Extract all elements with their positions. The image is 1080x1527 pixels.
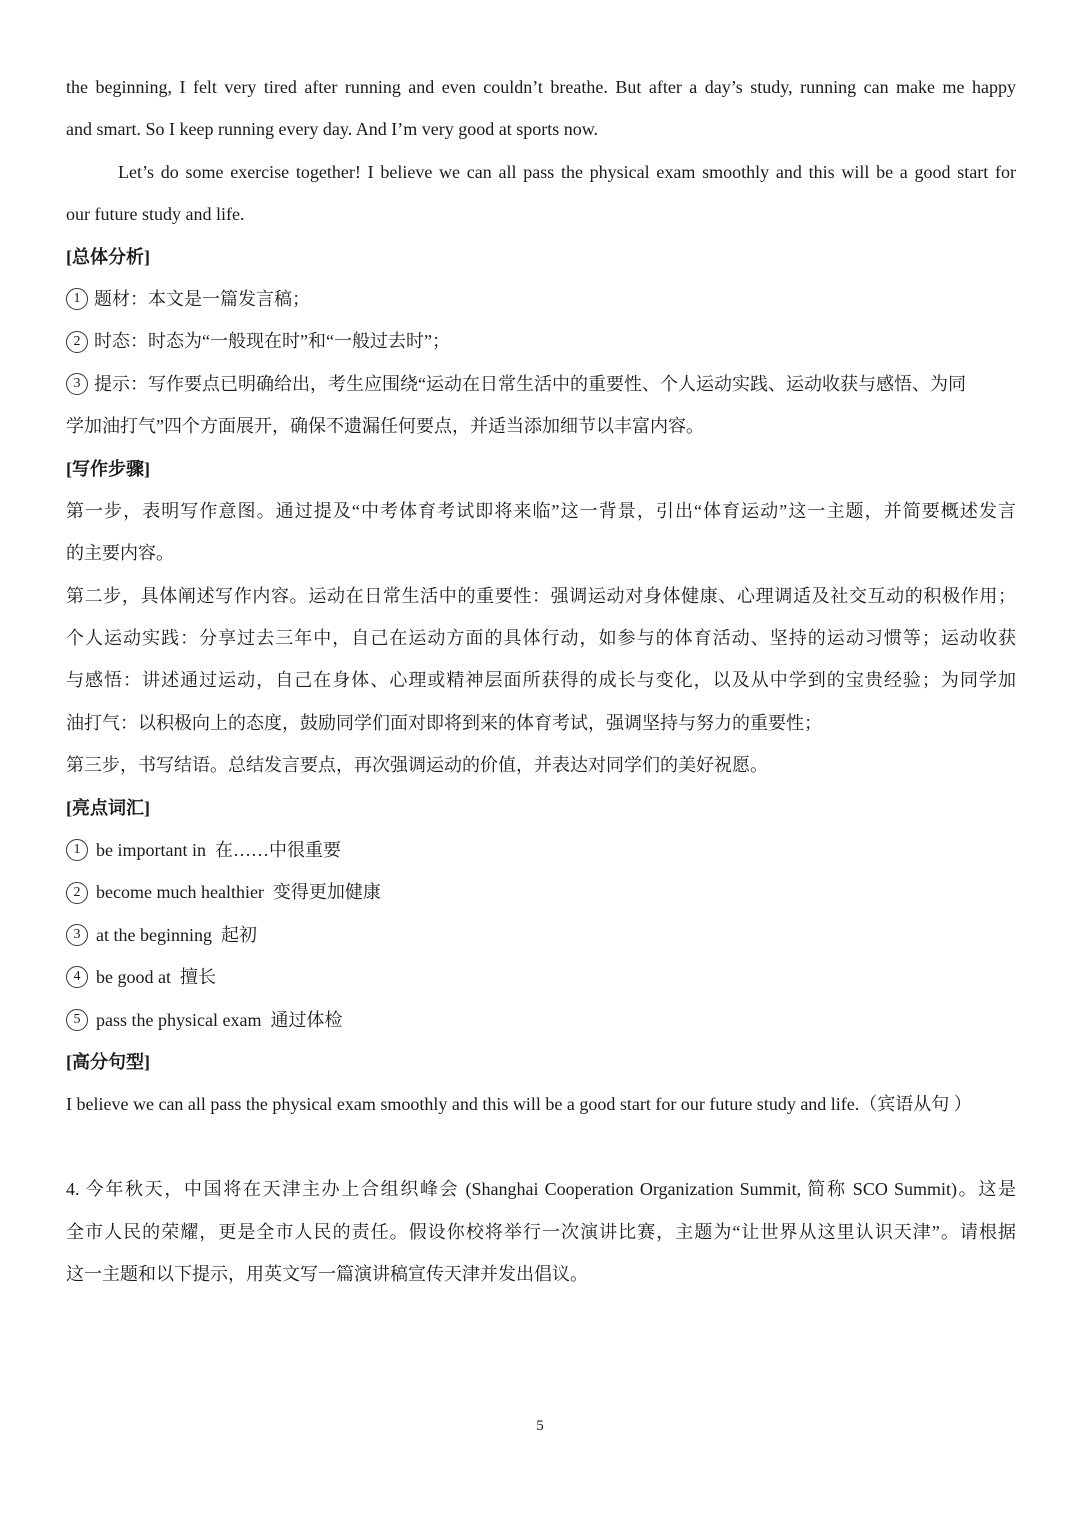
sentence-text: I believe we can all pass the physical exam smoothly and this will be a good start for our future study and life.（宾语从句 ） [66,1094,972,1115]
analysis-item [66,320,1016,362]
vocabulary-item [66,914,1016,956]
vocabulary-item-text: be good at 擅长 [96,967,216,988]
circled-number-icon: 2 [66,882,88,904]
page-number: 5 [536,1418,544,1434]
vocabulary-item-text: become much healthier 变得更加健康 [96,882,381,903]
vocabulary-item [66,956,1016,998]
document-body [66,66,1016,1295]
circled-number-icon: 1 [66,288,88,310]
steps-line: 与感悟：讲述通过运动，自己在身体、心理或精神层面所获得的成长与变化，以及从中学到的宝贵经验；为同学加 [66,670,1016,691]
analysis-continuation: 学加油打气”四个方面展开，确保不遗漏任何要点，并适当添加细节以丰富内容。 [66,416,704,437]
vocabulary-item-text: at the beginning 起初 [96,924,257,945]
vocabulary-item [66,871,1016,913]
analysis-item-text: 题材：本文是一篇发言稿； [94,288,310,309]
analysis-item-text: 提示：写作要点已明确给出，考生应围绕“运动在日常生活中的重要性、个人运动实践、运动收获与感悟、为同 [94,373,966,394]
sentence-heading: [高分句型] [66,1051,150,1072]
circled-number-icon: 3 [66,373,88,395]
steps-line: 第二步，具体阐述写作内容。运动在日常生活中的重要性：强调运动对身体健康、心理调适及社交互动的积极作用； [66,585,1016,606]
steps-line: 个人运动实践：分享过去三年中，自己在运动方面的具体行动，如参与的体育活动、坚持的运动习惯等；运动收获 [66,628,1016,649]
vocabulary-item-text: be important in 在……中很重要 [96,840,341,861]
analysis-item-text: 时态：时态为“一般现在时”和“一般过去时”； [94,331,450,352]
essay-line: Let’s do some exercise together! I believe we can all pass the physical exam smoothly and this will be a good start for [118,161,1016,182]
vocabulary-heading: [亮点词汇] [66,797,150,818]
circled-number-icon: 1 [66,839,88,861]
essay-line: and smart. So I keep running every day. And I’m very good at sports now. [66,119,599,140]
section-gap [66,1126,1016,1168]
analysis-item [66,278,1016,320]
vocabulary-item-text: pass the physical exam 通过体检 [96,1009,343,1030]
vocabulary-item [66,999,1016,1041]
circled-number-icon: 5 [66,1009,88,1031]
steps-line: 的主要内容。 [66,543,174,564]
vocabulary-item [66,829,1016,871]
steps-line: 第三步，书写结语。总结发言要点，再次强调运动的价值，并表达对同学们的美好祝愿。 [66,755,768,776]
circled-number-icon: 4 [66,966,88,988]
analysis-item [66,363,1016,405]
analysis-heading: [总体分析] [66,246,150,267]
steps-line: 油打气：以积极向上的态度，鼓励同学们面对即将到来的体育考试，强调坚持与努力的重要性； [66,712,822,733]
circled-number-icon: 2 [66,331,88,353]
circled-number-icon: 3 [66,924,88,946]
essay-line: the beginning, I felt very tired after running and even couldn’t breathe. But after a day’s study, running can make me happy [66,77,1016,97]
steps-heading: [写作步骤] [66,458,150,479]
question-line: 4. 今年秋天，中国将在天津主办上合组织峰会 (Shanghai Cooperation Organization Summit, 简称 SCO Summit)。这是 [66,1179,1016,1200]
question-line: 全市人民的荣耀，更是全市人民的责任。假设你校将举行一次演讲比赛，主题为“让世界从这里认识天津”。请根据 [66,1221,1016,1242]
steps-line: 第一步，表明写作意图。通过提及“中考体育考试即将来临”这一背景，引出“体育运动”这一主题，并简要概述发言 [66,500,1016,521]
question-line: 这一主题和以下提示，用英文写一篇演讲稿宣传天津并发出倡议。 [66,1263,588,1284]
essay-line: our future study and life. [66,204,245,225]
